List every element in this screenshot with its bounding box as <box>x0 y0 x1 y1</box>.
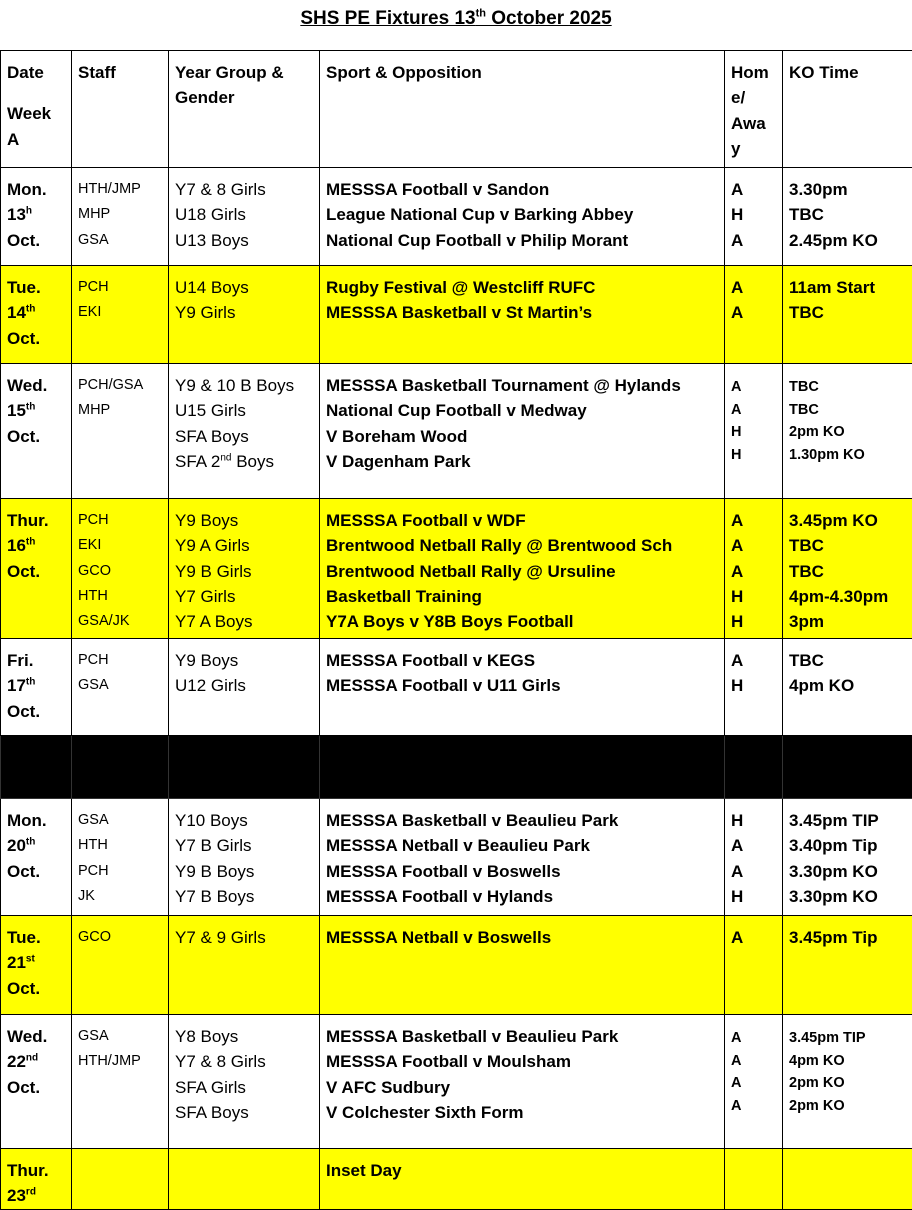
week-divider-row <box>1 736 912 799</box>
year-group-cell: Y9 Boys U12 Girls <box>169 639 320 736</box>
divider-cell <box>783 736 912 799</box>
staff-cell: PCH EKI <box>72 266 169 364</box>
divider-cell <box>1 736 72 799</box>
fixture-row <box>1 799 912 916</box>
sport-cell: Rugby Festival @ Westcliff RUFC MESSSA Basketball v St Martin’s <box>320 266 725 364</box>
ko-time-cell: 3.45pm TIP 3.40pm Tip 3.30pm KO 3.30pm KO <box>783 799 912 916</box>
fixture-row <box>1 499 912 639</box>
fixture-row <box>1 639 912 736</box>
year-group-cell: Y7 & 9 Girls <box>169 916 320 1015</box>
fixture-row <box>1 168 912 266</box>
divider-cell <box>72 736 169 799</box>
year-group-cell: Y9 Boys Y9 A Girls Y9 B Girls Y7 Girls Y7 A Boys <box>169 499 320 639</box>
header-year-group: Year Group & Gender <box>169 51 320 168</box>
staff-cell: HTH/JMP MHP GSA <box>72 168 169 266</box>
ko-time-cell: 11am Start TBC <box>783 266 912 364</box>
header-date: Date Week A <box>1 51 72 168</box>
sport-cell: Inset Day <box>320 1149 725 1210</box>
header-ko-time: KO Time <box>783 51 912 168</box>
date-cell: Mon. 20th Oct. <box>1 799 72 916</box>
date-cell: Tue. 14th Oct. <box>1 266 72 364</box>
home-away-cell: H A A H <box>725 799 783 916</box>
date-cell: Wed. 15th Oct. <box>1 364 72 499</box>
sport-cell: MESSSA Netball v Boswells <box>320 916 725 1015</box>
home-away-cell: A A A A <box>725 1015 783 1149</box>
home-away-cell: A H <box>725 639 783 736</box>
divider-cell <box>169 736 320 799</box>
divider-cell <box>320 736 725 799</box>
staff-cell: PCH/GSA MHP <box>72 364 169 499</box>
page-title: SHS PE Fixtures 13th October 2025 <box>0 8 912 30</box>
staff-cell <box>72 1149 169 1210</box>
divider-cell <box>725 736 783 799</box>
staff-cell: PCH EKI GCO HTH GSA/JK <box>72 499 169 639</box>
date-cell: Tue. 21st Oct. <box>1 916 72 1015</box>
home-away-cell: A A A H H <box>725 499 783 639</box>
date-cell: Fri. 17th Oct. <box>1 639 72 736</box>
staff-cell: PCH GSA <box>72 639 169 736</box>
home-away-cell: A H A <box>725 168 783 266</box>
home-away-cell: A <box>725 916 783 1015</box>
year-group-cell: Y7 & 8 Girls U18 Girls U13 Boys <box>169 168 320 266</box>
year-group-cell <box>169 1149 320 1210</box>
staff-cell: GSA HTH/JMP <box>72 1015 169 1149</box>
year-group-cell: U14 Boys Y9 Girls <box>169 266 320 364</box>
sport-cell: MESSSA Basketball v Beaulieu Park MESSSA Netball v Beaulieu Park MESSSA Football v Boswells MESSSA Football v Hylands <box>320 799 725 916</box>
year-group-cell: Y9 & 10 B Boys U15 Girls SFA Boys SFA 2nd Boys <box>169 364 320 499</box>
fixture-row <box>1 364 912 499</box>
date-cell: Wed. 22nd Oct. <box>1 1015 72 1149</box>
ko-time-cell: TBC 4pm KO <box>783 639 912 736</box>
sport-cell: MESSSA Football v WDF Brentwood Netball Rally @ Brentwood Sch Brentwood Netball Rally @ Ursuline Basketball Training Y7A Boys v Y8B Boys Football <box>320 499 725 639</box>
date-cell: Mon. 13$^h$ Oct. <box>1 168 72 266</box>
home-away-cell <box>725 1149 783 1210</box>
fixture-row <box>1 266 912 364</box>
staff-cell: GSA HTH PCH JK <box>72 799 169 916</box>
ko-time-cell: 3.45pm KO TBC TBC 4pm-4.30pm 3pm <box>783 499 912 639</box>
header-sport: Sport & Opposition <box>320 51 725 168</box>
ko-time-cell: TBC TBC 2pm KO 1.30pm KO <box>783 364 912 499</box>
sport-cell: MESSSA Basketball Tournament @ Hylands National Cup Football v Medway V Boreham Wood V Dagenham Park <box>320 364 725 499</box>
ko-time-cell: 3.45pm TIP 4pm KO 2pm KO 2pm KO <box>783 1015 912 1149</box>
sport-cell: MESSSA Football v KEGS MESSSA Football v U11 Girls <box>320 639 725 736</box>
home-away-cell: A A H H <box>725 364 783 499</box>
date-cell: Thur. 16th Oct. <box>1 499 72 639</box>
staff-cell: GCO <box>72 916 169 1015</box>
year-group-cell: Y10 Boys Y7 B Girls Y9 B Boys Y7 B Boys <box>169 799 320 916</box>
ko-time-cell <box>783 1149 912 1210</box>
fixture-row <box>1 1149 912 1210</box>
date-cell: Thur. 23rd <box>1 1149 72 1210</box>
ko-time-cell: 3.30pm TBC 2.45pm KO <box>783 168 912 266</box>
table-header-row <box>1 51 912 168</box>
year-group-cell: Y8 Boys Y7 & 8 Girls SFA Girls SFA Boys <box>169 1015 320 1149</box>
header-staff: Staff <box>72 51 169 168</box>
fixture-row <box>1 1015 912 1149</box>
fixture-row <box>1 916 912 1015</box>
home-away-cell: A A <box>725 266 783 364</box>
header-home-away: Hom e/ Awa y <box>725 51 783 168</box>
sport-cell: MESSSA Football v Sandon League National Cup v Barking Abbey National Cup Football v Philip Morant <box>320 168 725 266</box>
fixtures-table <box>0 50 912 1210</box>
ko-time-cell: 3.45pm Tip <box>783 916 912 1015</box>
sport-cell: MESSSA Basketball v Beaulieu Park MESSSA Football v Moulsham V AFC Sudbury V Colchester Sixth Form <box>320 1015 725 1149</box>
